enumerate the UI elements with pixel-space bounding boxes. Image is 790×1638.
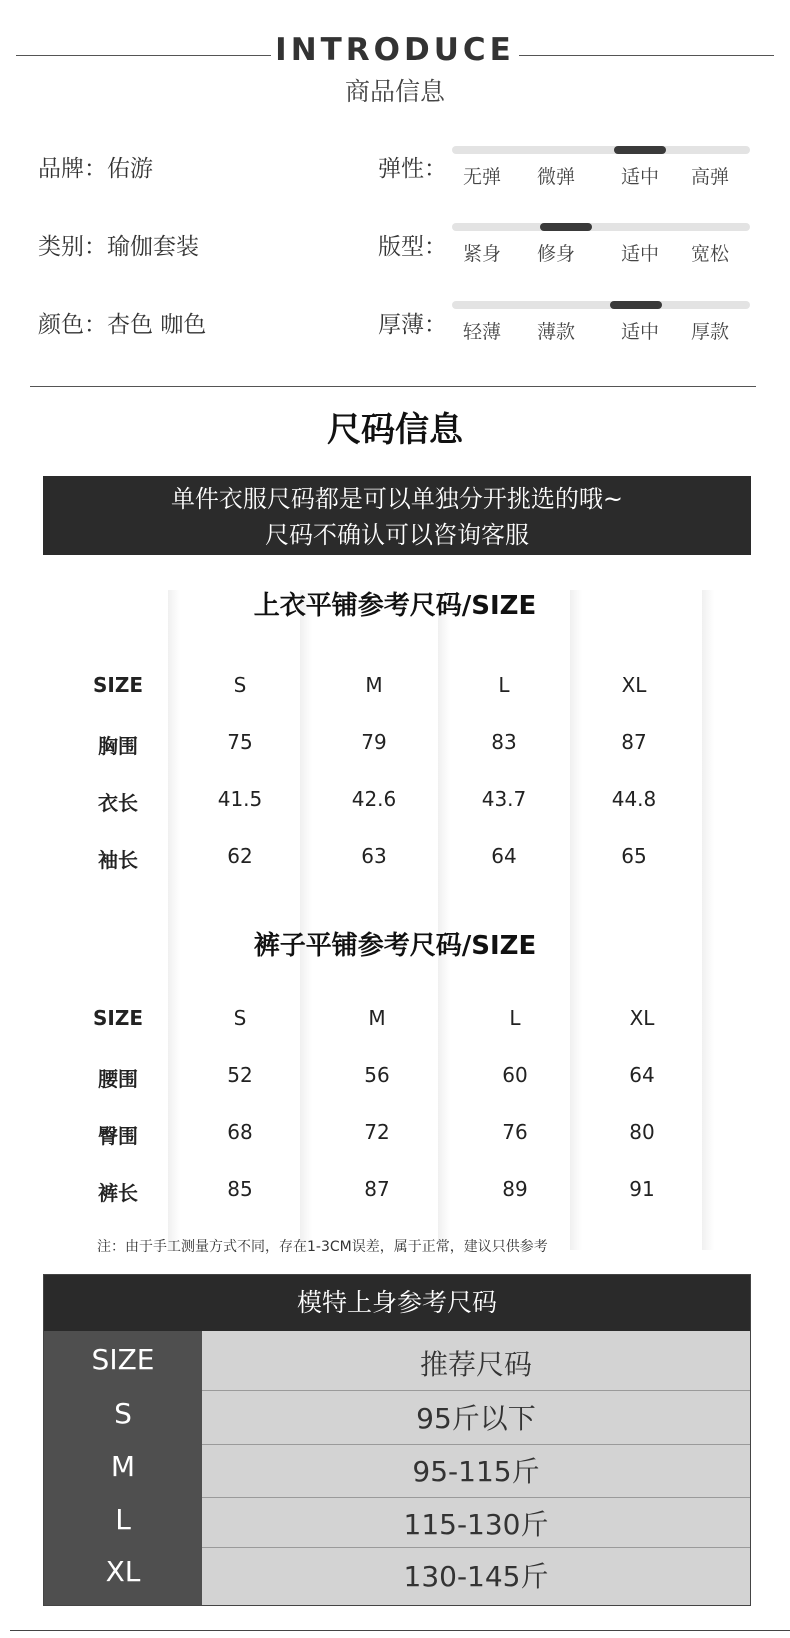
- table-cell: 60: [502, 1063, 528, 1087]
- table-header-cell: M: [365, 673, 383, 697]
- scale-option: 适中: [620, 243, 659, 265]
- scale-option: 微弹: [536, 166, 575, 188]
- scale-option: 适中: [620, 166, 659, 188]
- bottom-divider: [10, 1630, 790, 1631]
- fit-scale: [452, 223, 750, 273]
- scale-option: 薄款: [536, 321, 575, 343]
- column-divider: [300, 590, 312, 1250]
- table-cell: 42.6: [351, 787, 397, 811]
- table-cell: 64: [629, 1063, 655, 1087]
- elasticity-label: 弹性：: [378, 156, 447, 182]
- intro-title-en: INTRODUCE: [275, 32, 515, 68]
- model-rec-cell: 115-130斤: [403, 1508, 549, 1541]
- table-row-label: 臀围: [98, 1124, 138, 1148]
- model-rec-cell: 95斤以下: [416, 1402, 536, 1435]
- table-cell: 44.8: [611, 787, 657, 811]
- fit-label: 版型：: [378, 234, 447, 260]
- brand-text: 品牌：佑游: [38, 156, 153, 182]
- table-cell: 62: [227, 844, 253, 868]
- column-divider: [570, 590, 582, 1250]
- model-rec-cell: 95-115斤: [412, 1455, 540, 1488]
- table-cell: 75: [227, 730, 253, 754]
- scale-option: 无弹: [462, 166, 501, 188]
- table-row-label: 裤长: [98, 1181, 138, 1205]
- top-table-title: 上衣平铺参考尺码/SIZE: [253, 591, 537, 621]
- scale-selected-marker: [614, 146, 666, 154]
- table-cell: 91: [629, 1177, 655, 1201]
- table-row-label: 胸围: [98, 734, 138, 758]
- column-divider: [168, 590, 180, 1250]
- table-row-label: 腰围: [98, 1067, 138, 1091]
- table-cell: 85: [227, 1177, 253, 1201]
- table-cell: 87: [364, 1177, 390, 1201]
- table-header-cell: S: [233, 1006, 247, 1030]
- model-size-table: [43, 1274, 751, 1606]
- intro-header: [0, 30, 790, 110]
- column-divider: [702, 590, 714, 1250]
- table-row-label: 衣长: [98, 791, 138, 815]
- model-size-cell: L: [115, 1503, 131, 1536]
- scale-track: [452, 146, 750, 154]
- scale-selected-marker: [610, 301, 662, 309]
- scale-option: 紧身: [462, 243, 501, 265]
- row-divider: [202, 1390, 750, 1391]
- table-header-cell: XL: [629, 1006, 655, 1030]
- table-cell: 79: [361, 730, 387, 754]
- scale-track: [452, 223, 750, 231]
- color-text: 颜色：杏色 咖色: [38, 312, 207, 338]
- table-cell: 41.5: [217, 787, 263, 811]
- pants-table-title: 裤子平铺参考尺码/SIZE: [253, 931, 537, 961]
- table-cell: 68: [227, 1120, 253, 1144]
- notice-line: 单件衣服尺码都是可以单独分开挑选的哦~: [170, 485, 624, 513]
- model-rec-cell: 130-145斤: [403, 1560, 549, 1593]
- table-cell: 65: [621, 844, 647, 868]
- scale-track: [452, 301, 750, 309]
- table-cell: 76: [502, 1120, 528, 1144]
- table-header-cell: M: [368, 1006, 386, 1030]
- scale-option: 高弹: [690, 166, 729, 188]
- table-cell: 72: [364, 1120, 390, 1144]
- model-size-cell: M: [110, 1450, 136, 1483]
- size-info-title: 尺码信息: [327, 410, 463, 450]
- category-text: 类别：瑜伽套装: [38, 234, 199, 260]
- table-header-cell: SIZE: [92, 673, 143, 697]
- table-cell: 87: [621, 730, 647, 754]
- model-header-rec: 推荐尺码: [419, 1348, 532, 1381]
- model-header-size: SIZE: [91, 1343, 155, 1376]
- scale-option: 厚款: [690, 321, 729, 343]
- table-header-cell: L: [498, 673, 510, 697]
- scale-selected-marker: [540, 223, 592, 231]
- table-cell: 64: [491, 844, 517, 868]
- table-header-cell: S: [233, 673, 247, 697]
- size-notice-banner: [43, 476, 751, 555]
- table-cell: 52: [227, 1063, 253, 1087]
- table-row-label: 袖长: [98, 848, 138, 872]
- model-size-cell: XL: [105, 1555, 141, 1588]
- column-divider: [438, 590, 450, 1250]
- table-header-cell: SIZE: [92, 1006, 143, 1030]
- thickness-scale: [452, 301, 750, 351]
- table-cell: 80: [629, 1120, 655, 1144]
- table-cell: 63: [361, 844, 387, 868]
- table-header-cell: L: [509, 1006, 521, 1030]
- table-cell: 56: [364, 1063, 390, 1087]
- row-divider: [202, 1497, 750, 1498]
- scale-option: 适中: [620, 321, 659, 343]
- table-header-cell: XL: [621, 673, 647, 697]
- elasticity-scale: [452, 146, 750, 196]
- measurement-note: 注：由于手工测量方式不同，存在1-3CM误差，属于正常，建议只供参考: [97, 1239, 548, 1255]
- model-size-cell: S: [114, 1397, 132, 1430]
- model-table-title: 模特上身参考尺码: [44, 1275, 750, 1331]
- notice-line: 尺码不确认可以咨询客服: [265, 521, 529, 549]
- scale-option: 轻薄: [462, 321, 501, 343]
- table-cell: 89: [502, 1177, 528, 1201]
- table-cell: 43.7: [481, 787, 527, 811]
- scale-option: 宽松: [690, 243, 729, 265]
- table-cell: 83: [491, 730, 517, 754]
- scale-option: 修身: [536, 243, 575, 265]
- section-divider: [30, 386, 756, 387]
- row-divider: [202, 1547, 750, 1548]
- row-divider: [202, 1444, 750, 1445]
- intro-title-cn: 商品信息: [344, 77, 445, 106]
- thickness-label: 厚薄：: [378, 312, 447, 338]
